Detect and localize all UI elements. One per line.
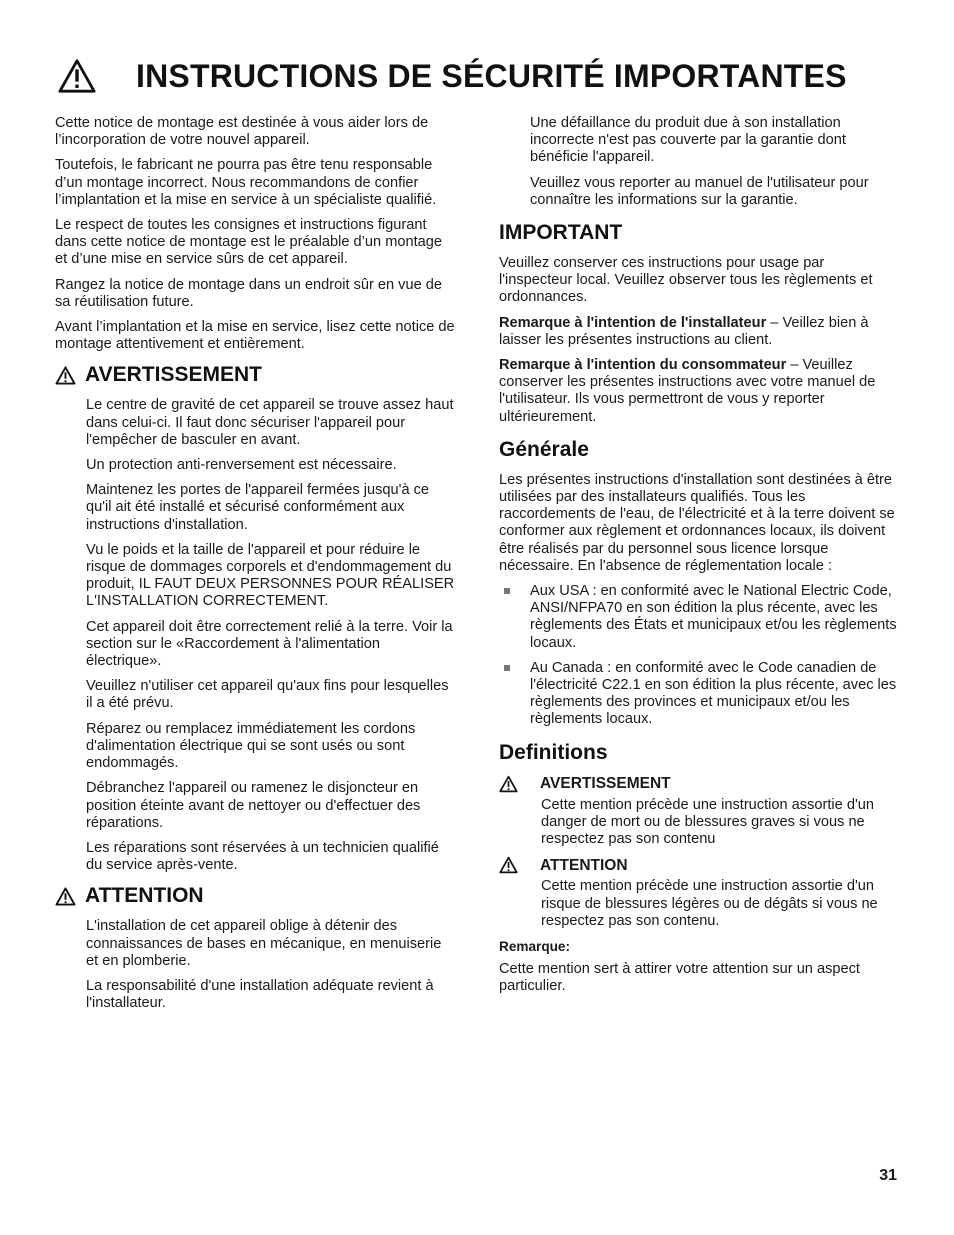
important-paragraph: Veuillez conserver ces instructions pour usage par l'inspecteur local. Veuillez observer tous les règlements et ordonnances. [499, 255, 873, 306]
warning-paragraph: Débranchez l'appareil ou ramenez le disjoncteur en position éteinte avant de nettoyer ou d'effectuer des réparations. [86, 780, 421, 831]
consumer-note [499, 357, 899, 426]
intro-paragraph: Avant l’implantation et la mise en service, lisez cette notice de montage attentivement et entièrement. [55, 319, 455, 353]
general-heading: Générale [499, 437, 589, 461]
definition-attention-term: ATTENTION [540, 856, 628, 874]
warning-triangle-icon [499, 856, 518, 874]
intro-paragraph: Rangez la notice de montage dans un endroit sûr en vue de sa réutilisation future. [55, 276, 442, 310]
warning-heading [55, 363, 455, 387]
list-item-text: Au Canada : en conformité avec le Code canadien de l'électricité C22.1 en son édition la plus récente, avec les règlements des provinces et municipaux et/ou les règlements locaux. [530, 659, 897, 728]
installer-note-label: Remarque à l'intention de l'installateur [499, 314, 767, 331]
consumer-note-label: Remarque à l'intention du consommateur [499, 357, 787, 374]
definition-warning-term: AVERTISSEMENT [540, 775, 671, 793]
bullet-square-icon [504, 588, 510, 594]
attention-paragraph: L'installation de cet appareil oblige à détenir des connaissances de bases en mécanique, en menuiserie et en plomberie. [86, 918, 442, 969]
intro-paragraph: Toutefois, le fabricant ne pourra pas être tenu responsable d’un montage incorrect. Nous recommandons de confier l’implantation et la mise en service à un spécialiste qualifié. [55, 157, 437, 208]
attention-paragraph: La responsabilité d'une installation adéquate revient à l'installateur. [86, 977, 434, 1012]
attention-body [55, 918, 455, 1012]
definition-warning-label [499, 775, 899, 793]
warning-paragraph: Cet appareil doit être correctement relié à la terre. Voir la section sur le «Raccordement à l'alimentation électrique». [86, 618, 453, 670]
remark-text: Cette mention sert à attirer votre attention sur un aspect particulier. [499, 961, 860, 995]
consumer-note-text: – Veuillez conserver les présentes instructions avec votre manuel de l'utilisateur. Ils vous permettront de vous y reporter ultérieurement. [499, 357, 876, 425]
attention-heading [55, 884, 455, 908]
warning-triangle-icon [55, 887, 76, 906]
warning-paragraph: Réparez ou remplacez immédiatement les cordons d'alimentation électrique qui se sont usés ou sont endommagés. [86, 720, 416, 772]
list-item-text: Aux USA : en conformité avec le National Electric Code, ANSI/NFPA70 en son édition la plus récente, avec les règlements des États et municipaux et/ou les règlements locaux. [530, 583, 897, 651]
warning-paragraph: Maintenez les portes de l'appareil fermées jusqu'à ce qu'il ait été installé et sécurisé conformément aux instructions d'installation. [86, 482, 430, 533]
definition-attention-text: Cette mention précède une instruction assortie d'un risque de blessures légères ou de dégâts si vous ne respectez pas son contenu. [541, 878, 878, 929]
warning-paragraph: Les réparations sont réservées à un technicien qualifié du service après-vente. [86, 839, 439, 874]
definitions-heading: Definitions [499, 740, 608, 764]
important-heading: IMPORTANT [499, 221, 623, 245]
warning-paragraph: Un protection anti-renversement est nécessaire. [86, 457, 397, 474]
bullet-square-icon [504, 665, 510, 671]
definition-attention-label [499, 856, 899, 874]
intro-paragraph: Cette notice de montage est destinée à vous aider lors de l’incorporation de votre nouvel appareil. [55, 115, 429, 149]
list-item [499, 660, 899, 729]
warning-heading-label: AVERTISSEMENT [85, 363, 262, 387]
left-column [55, 115, 455, 1020]
warning-triangle-icon [55, 366, 76, 385]
title-row [58, 58, 847, 94]
installer-note [499, 315, 899, 349]
remark-label: Remarque: [499, 938, 571, 954]
warning-paragraph: Veuillez n'utiliser cet appareil qu'aux fins pour lesquelles il a été prévu. [86, 678, 449, 712]
warning-paragraph: Vu le poids et la taille de l'appareil et pour réduire le risque de dommages corporels et d'endommagement du produit, IL FAUT DEUX PERSONNES POUR RÉALISER L'INSTALLATION CORRECTEMENT. [86, 541, 455, 610]
warning-triangle-icon [499, 775, 518, 793]
installer-note-text: – Veillez bien à laisser les présentes instructions au client. [499, 314, 869, 348]
warning-triangle-icon [58, 58, 96, 94]
regulation-list [499, 583, 899, 729]
list-item [499, 583, 899, 652]
warranty-note [499, 115, 899, 209]
warning-paragraph: Le centre de gravité de cet appareil se trouve assez haut dans celui-ci. Il faut donc sécuriser l'appareil pour l'empêcher de basculer en avant. [86, 397, 454, 448]
intro-paragraph: Le respect de toutes les consignes et instructions figurant dans cette notice de montage est le préalable d’un montage et d’une mise en service sûrs de cet appareil. [55, 217, 442, 268]
right-column [499, 115, 899, 1004]
warning-body [55, 397, 455, 874]
definition-warning-text: Cette mention précède une instruction assortie d'un danger de mort ou de blessures graves si vous ne respectez pas son contenu [541, 796, 874, 848]
warranty-paragraph: Une défaillance du produit due à son installation incorrecte n'est pas couverte par la garantie dont bénéficie l'appareil. [530, 115, 846, 166]
general-paragraph: Les présentes instructions d'installation sont destinées à être utilisées par des installateurs qualifiés. Tous les raccordements de l'eau, de l'électricité et à la terre doivent se conformer aux règlement et ordonnances locaux, ils doivent être réalisés par du personnel sous licence lorsque nécessaire. En l'absence de réglementation locale : [499, 471, 895, 574]
attention-heading-label: ATTENTION [85, 884, 204, 908]
page-title: INSTRUCTIONS DE SÉCURITÉ IMPORTANTES [136, 58, 847, 94]
page-number: 31 [879, 1167, 897, 1184]
warranty-paragraph: Veuillez vous reporter au manuel de l'utilisateur pour connaître les informations sur la garantie. [530, 174, 869, 208]
